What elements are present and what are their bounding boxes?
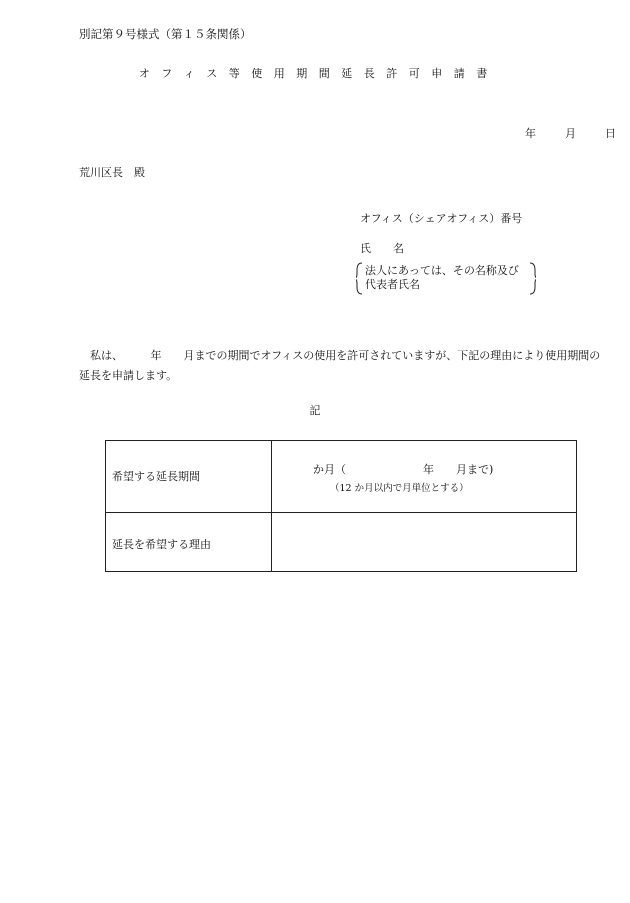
date-line bbox=[525, 127, 616, 141]
desired-period-label: 希望する延長期間 bbox=[112, 470, 200, 483]
name-label: 氏 名 bbox=[360, 242, 404, 255]
corporate-note bbox=[365, 264, 519, 292]
desired-period-note: （12 か月以内で月単位とする） bbox=[330, 483, 469, 494]
form-number: 別記第９号様式（第１５条関係） bbox=[79, 27, 252, 41]
date-month: 月 bbox=[565, 127, 576, 140]
desired-period-field[interactable]: か月（ 年 月まで) bbox=[313, 463, 494, 476]
table-divider-horizontal bbox=[106, 512, 576, 513]
corporate-note-line-1: 法人にあっては、その名称及び bbox=[365, 264, 519, 277]
date-day: 日 bbox=[605, 127, 616, 140]
ki-heading: 記 bbox=[309, 404, 321, 417]
office-number-label: オフィス（シェアオフィス）番号 bbox=[360, 212, 523, 225]
extension-reason-label: 延長を希望する理由 bbox=[112, 538, 211, 551]
corporate-note-line-2: 代表者氏名 bbox=[365, 278, 420, 291]
extension-table bbox=[105, 440, 577, 572]
addressee: 荒川区長 殿 bbox=[79, 166, 145, 179]
date-year: 年 bbox=[525, 127, 536, 140]
document-title: オ フ ィ ス 等 使 用 期 間 延 長 許 可 申 請 書 bbox=[138, 67, 492, 80]
table-divider-vertical bbox=[271, 441, 272, 571]
application-statement: 私は、 年 月までの期間でオフィスの使用を許可されていますが、下記の理由により使用期間の延長を申請します。 bbox=[79, 349, 601, 382]
